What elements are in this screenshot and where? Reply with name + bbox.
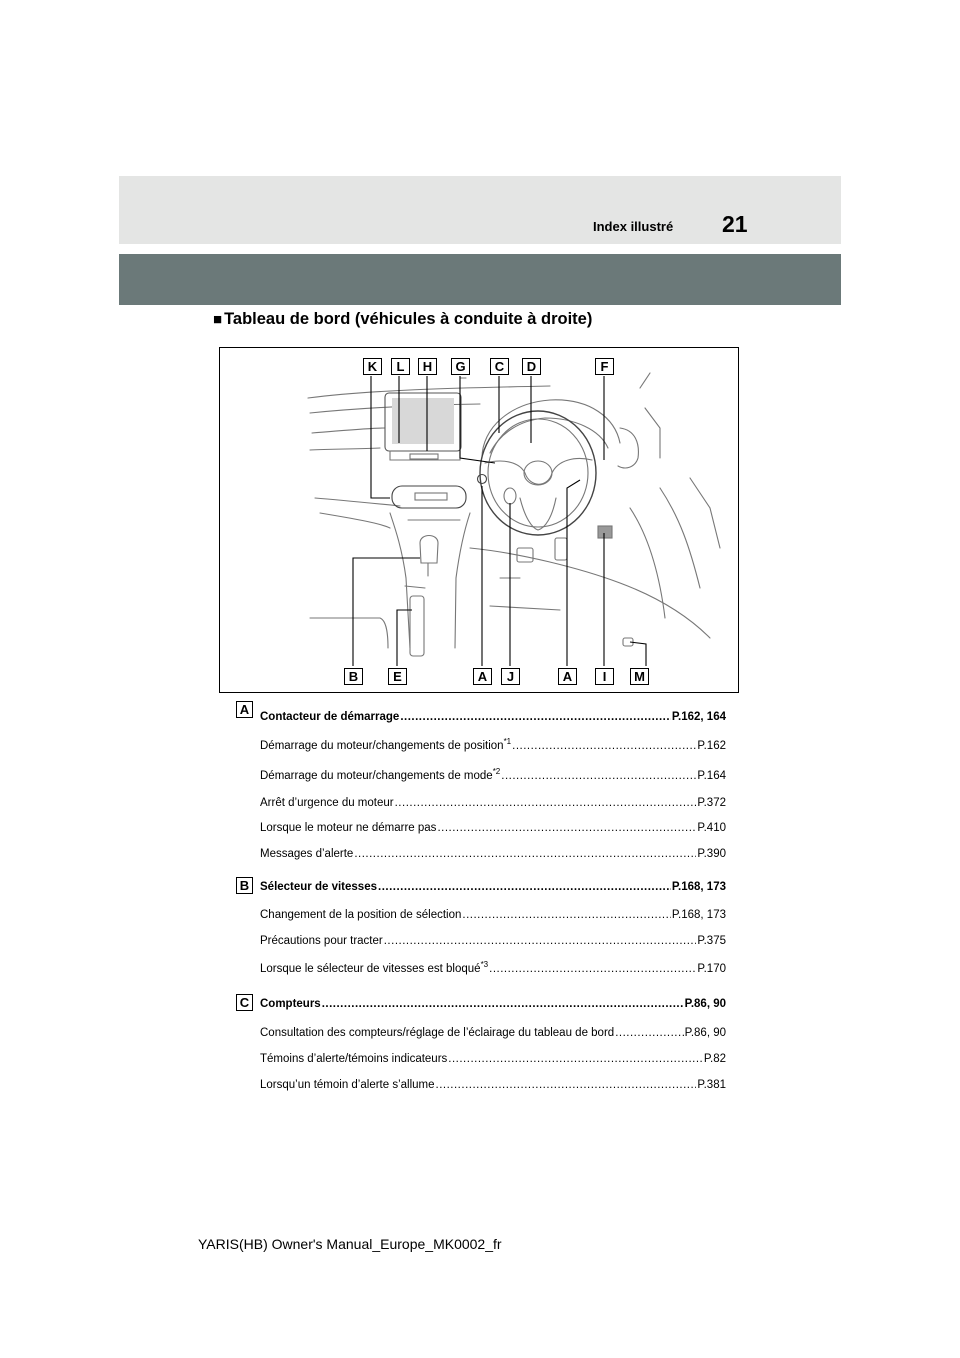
item-page-ref: P.410 — [697, 822, 726, 834]
item-page-ref: P.170 — [697, 963, 726, 975]
footnote-mark: *1 — [503, 737, 512, 746]
entry-item — [260, 848, 726, 860]
callout-label: H — [418, 358, 437, 375]
item-page-ref: P.372 — [697, 797, 726, 809]
item-page-ref: P.164 — [697, 770, 726, 782]
entry-item — [260, 1079, 726, 1091]
entry-item — [260, 1053, 726, 1065]
entry-item — [260, 737, 726, 752]
section-bullet: ■ — [213, 311, 223, 328]
item-page-ref: P.82 — [703, 1053, 726, 1065]
callout-label: K — [363, 358, 382, 375]
section-title-text: Tableau de bord (véhicules à conduite à droite) — [224, 310, 593, 328]
entry-item — [260, 767, 726, 782]
item-page-ref: P.162 — [697, 740, 726, 752]
entry-item — [260, 909, 726, 921]
callout-label: F — [595, 358, 614, 375]
entry-letter: C — [236, 994, 253, 1011]
entry-item — [260, 935, 726, 947]
item-page-ref: P.168, 173 — [671, 909, 726, 921]
item-text: Lorsque le sélecteur de vitesses est bloqué — [260, 963, 481, 975]
item-text: Précautions pour tracter — [260, 935, 383, 947]
entry-title: Sélecteur de vitesses — [260, 881, 377, 893]
dashboard-line-drawing — [220, 348, 739, 693]
callout-label: G — [451, 358, 470, 375]
entry-title-row — [260, 998, 726, 1010]
callout-label: A — [473, 668, 492, 685]
callout-label: L — [391, 358, 410, 375]
entry-title: Compteurs — [260, 998, 321, 1010]
dashboard-illustration — [219, 347, 739, 693]
entry-item — [260, 960, 726, 975]
entry-page-ref: P.162, 164 — [671, 711, 726, 723]
item-text: Messages d’alerte — [260, 848, 354, 860]
entry-title-row — [260, 711, 726, 723]
item-text: Lorsque le moteur ne démarre pas — [260, 822, 437, 834]
callout-label: B — [344, 668, 363, 685]
item-text: Démarrage du moteur/changements de mode — [260, 770, 493, 782]
item-text: Consultation des compteurs/réglage de l’éclairage du tableau de bord — [260, 1027, 615, 1039]
callout-label: D — [522, 358, 541, 375]
entry-item — [260, 1027, 726, 1039]
page-number: 21 — [722, 211, 748, 237]
entry-title: Contacteur de démarrage — [260, 711, 400, 723]
callout-label: J — [501, 668, 520, 685]
item-text: Lorsqu’un témoin d’alerte s’allume — [260, 1079, 435, 1091]
item-text: Démarrage du moteur/changements de position — [260, 740, 504, 752]
header-dark-band — [119, 254, 841, 305]
header-section-title: Index illustré — [593, 219, 674, 234]
callout-label: C — [490, 358, 509, 375]
entry-letter: A — [236, 701, 253, 718]
page-footer: YARIS(HB) Owner's Manual_Europe_MK0002_fr — [198, 1236, 502, 1252]
section-title — [213, 310, 592, 329]
item-page-ref: P.375 — [697, 935, 726, 947]
footnote-mark: *2 — [492, 767, 501, 776]
entry-item — [260, 822, 726, 834]
item-text: Témoins d’alerte/témoins indicateurs — [260, 1053, 448, 1065]
item-text: Changement de la position de sélection — [260, 909, 462, 921]
entry-item — [260, 797, 726, 809]
callout-label: A — [558, 668, 577, 685]
entry-title-row — [260, 881, 726, 893]
callout-label: M — [630, 668, 649, 685]
callout-label: I — [595, 668, 614, 685]
callout-label: E — [388, 668, 407, 685]
entry-page-ref: P.86, 90 — [684, 998, 726, 1010]
entry-letter: B — [236, 877, 253, 894]
entry-page-ref: P.168, 173 — [671, 881, 726, 893]
item-page-ref: P.390 — [697, 848, 726, 860]
item-text: Arrêt d’urgence du moteur — [260, 797, 394, 809]
footnote-mark: *3 — [480, 960, 489, 969]
item-page-ref: P.381 — [697, 1079, 726, 1091]
item-page-ref: P.86, 90 — [684, 1027, 726, 1039]
